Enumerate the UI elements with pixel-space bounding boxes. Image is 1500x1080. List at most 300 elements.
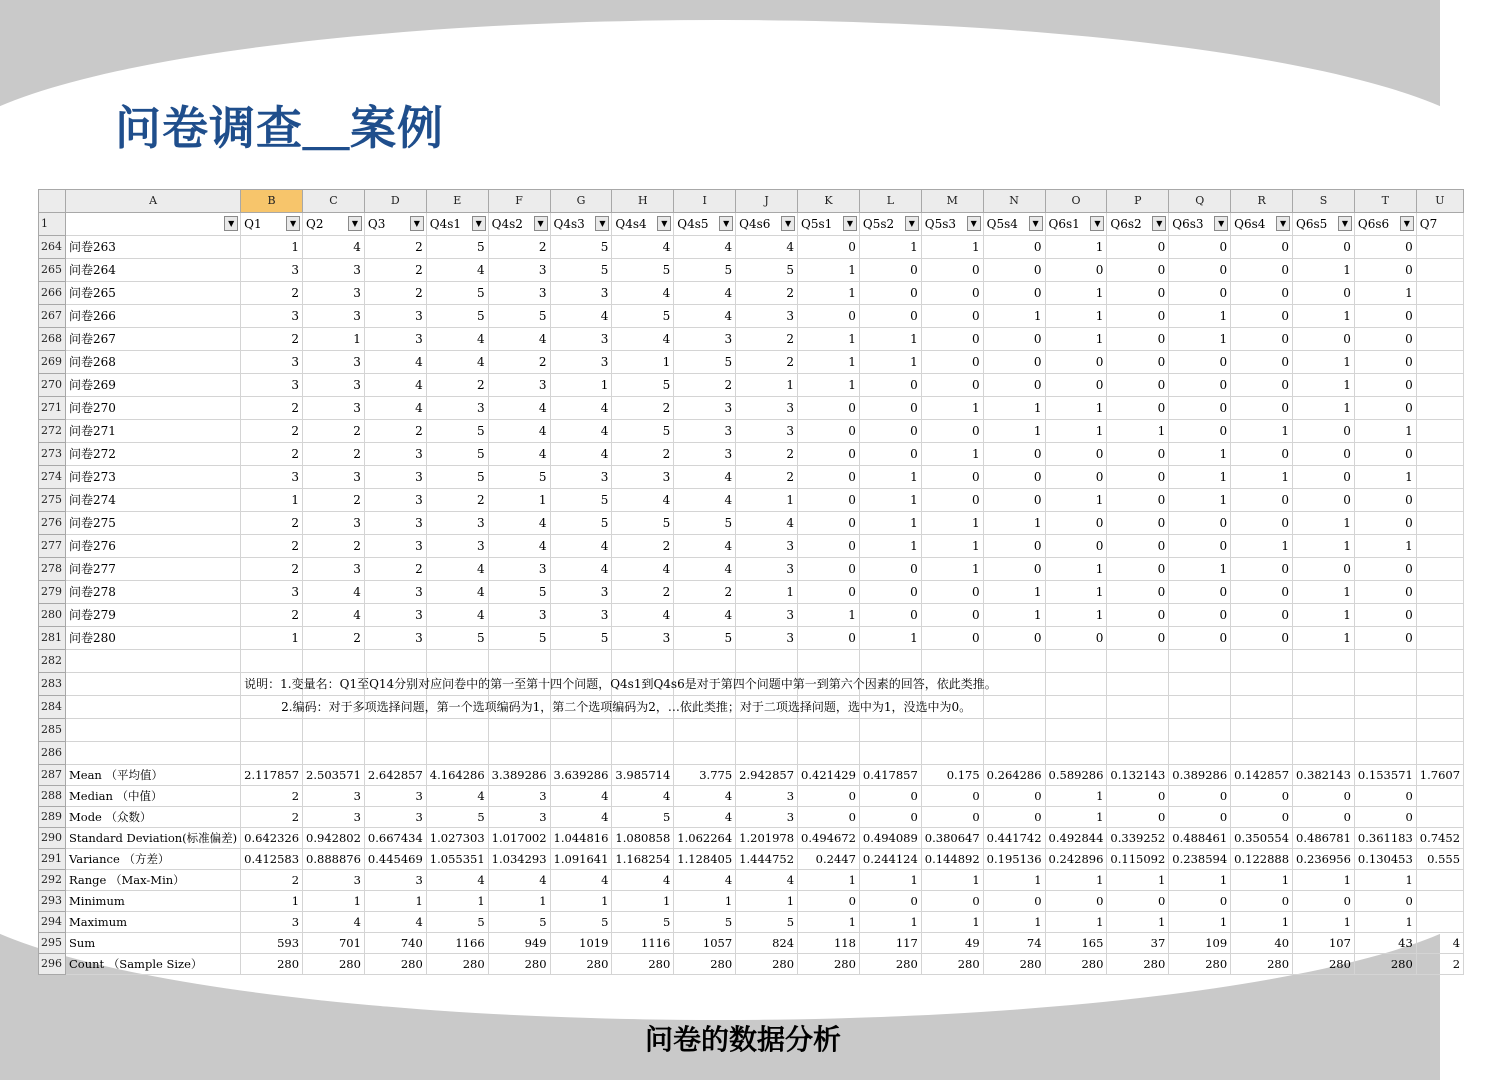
statistic-cell[interactable]: 280 — [1293, 954, 1355, 975]
statistic-cell[interactable]: 5 — [612, 807, 674, 828]
data-cell[interactable]: 3 — [674, 443, 736, 466]
empty-cell[interactable] — [1045, 673, 1107, 696]
column-header-c[interactable]: C — [303, 190, 365, 213]
statistic-cell[interactable]: 0.153571 — [1354, 765, 1416, 786]
statistic-cell[interactable]: 0.244124 — [859, 849, 921, 870]
statistic-cell[interactable]: 43 — [1354, 933, 1416, 954]
statistic-cell[interactable]: 0 — [1107, 807, 1169, 828]
data-cell[interactable]: 1 — [303, 328, 365, 351]
data-cell[interactable]: 0 — [1107, 282, 1169, 305]
statistic-cell[interactable]: 280 — [1354, 954, 1416, 975]
statistic-cell[interactable]: 0.115092 — [1107, 849, 1169, 870]
data-cell[interactable]: 1 — [983, 420, 1045, 443]
data-cell[interactable]: 4 — [426, 581, 488, 604]
respondent-label-cell[interactable]: 问卷273 — [66, 466, 241, 489]
row-header[interactable]: 295 — [39, 933, 66, 954]
data-cell[interactable]: 0 — [1107, 259, 1169, 282]
data-cell[interactable]: 2 — [241, 535, 303, 558]
data-cell[interactable]: 3 — [364, 466, 426, 489]
filter-dropdown-icon[interactable]: ▼ — [905, 216, 919, 231]
data-cell[interactable]: 1 — [736, 489, 798, 512]
statistic-cell[interactable]: 2.942857 — [736, 765, 798, 786]
empty-cell[interactable] — [488, 719, 550, 742]
statistic-cell[interactable]: 701 — [303, 933, 365, 954]
row-header[interactable]: 288 — [39, 786, 66, 807]
empty-cell[interactable] — [1354, 719, 1416, 742]
data-cell[interactable]: 0 — [1045, 259, 1107, 282]
empty-cell[interactable] — [921, 650, 983, 673]
column-header-t[interactable]: T — [1354, 190, 1416, 213]
statistic-cell[interactable]: 74 — [983, 933, 1045, 954]
empty-cell[interactable] — [859, 719, 921, 742]
statistic-cell[interactable]: 1 — [798, 912, 860, 933]
statistic-cell[interactable]: 4 — [1416, 933, 1463, 954]
data-cell[interactable]: 2 — [241, 558, 303, 581]
statistic-cell[interactable]: 0.2447 — [798, 849, 860, 870]
field-name-cell[interactable]: Q1 ▼ — [241, 213, 303, 236]
data-cell[interactable]: 3 — [303, 351, 365, 374]
data-cell[interactable]: 5 — [550, 489, 612, 512]
data-cell[interactable]: 0 — [983, 627, 1045, 650]
data-cell[interactable]: 0 — [1231, 581, 1293, 604]
data-cell[interactable]: 0 — [983, 328, 1045, 351]
statistic-cell[interactable]: 1 — [1231, 870, 1293, 891]
statistic-cell[interactable]: 3 — [736, 807, 798, 828]
note-cell[interactable] — [241, 673, 997, 696]
row-header[interactable]: 280 — [39, 604, 66, 627]
empty-cell[interactable] — [364, 742, 426, 765]
statistic-cell[interactable]: 1.444752 — [736, 849, 798, 870]
data-cell[interactable]: 0 — [1169, 236, 1231, 259]
empty-cell[interactable] — [66, 673, 241, 696]
data-cell[interactable]: 1 — [921, 397, 983, 420]
field-name-cell[interactable]: Q3 ▼ — [364, 213, 426, 236]
statistic-cell[interactable]: 1 — [983, 912, 1045, 933]
empty-cell[interactable] — [488, 650, 550, 673]
data-cell[interactable]: 4 — [736, 512, 798, 535]
filter-dropdown-icon[interactable]: ▼ — [657, 216, 671, 231]
data-cell[interactable]: 2 — [488, 351, 550, 374]
data-cell[interactable] — [1416, 236, 1463, 259]
data-cell[interactable]: 4 — [550, 443, 612, 466]
data-cell[interactable]: 0 — [1231, 604, 1293, 627]
data-cell[interactable]: 2 — [364, 259, 426, 282]
respondent-label-cell[interactable]: 问卷269 — [66, 374, 241, 397]
data-cell[interactable]: 2 — [241, 443, 303, 466]
row-header[interactable]: 266 — [39, 282, 66, 305]
field-name-cell[interactable]: Q6s2 ▼ — [1107, 213, 1169, 236]
data-cell[interactable]: 0 — [1293, 466, 1355, 489]
data-cell[interactable]: 1 — [859, 512, 921, 535]
data-cell[interactable]: 2 — [488, 236, 550, 259]
data-cell[interactable]: 4 — [426, 558, 488, 581]
empty-cell[interactable] — [303, 742, 365, 765]
data-cell[interactable]: 5 — [488, 627, 550, 650]
respondent-label-cell[interactable]: 问卷272 — [66, 443, 241, 466]
empty-cell[interactable] — [426, 719, 488, 742]
data-cell[interactable]: 0 — [1107, 512, 1169, 535]
data-cell[interactable]: 4 — [426, 351, 488, 374]
data-cell[interactable]: 3 — [303, 512, 365, 535]
data-cell[interactable]: 3 — [303, 397, 365, 420]
data-cell[interactable]: 1 — [1045, 558, 1107, 581]
row-header[interactable]: 282 — [39, 650, 66, 673]
statistic-cell[interactable]: 280 — [1045, 954, 1107, 975]
statistic-cell[interactable]: 0.389286 — [1169, 765, 1231, 786]
empty-cell[interactable] — [674, 742, 736, 765]
data-cell[interactable]: 4 — [488, 535, 550, 558]
data-cell[interactable]: 0 — [983, 489, 1045, 512]
row-header[interactable]: 273 — [39, 443, 66, 466]
statistic-cell[interactable]: 1 — [612, 891, 674, 912]
data-cell[interactable]: 0 — [1107, 443, 1169, 466]
data-cell[interactable]: 4 — [426, 604, 488, 627]
statistic-cell[interactable]: 0.494089 — [859, 828, 921, 849]
data-cell[interactable]: 0 — [798, 443, 860, 466]
data-cell[interactable]: 2 — [426, 489, 488, 512]
filter-dropdown-icon[interactable]: ▼ — [1214, 216, 1228, 231]
statistic-cell[interactable]: 0.122888 — [1231, 849, 1293, 870]
data-cell[interactable]: 2 — [364, 420, 426, 443]
statistic-cell[interactable]: 4 — [550, 870, 612, 891]
data-cell[interactable]: 4 — [364, 397, 426, 420]
data-cell[interactable]: 0 — [1231, 259, 1293, 282]
filter-dropdown-icon[interactable]: ▼ — [843, 216, 857, 231]
statistic-cell[interactable]: 0.492844 — [1045, 828, 1107, 849]
respondent-label-cell[interactable]: 问卷279 — [66, 604, 241, 627]
empty-cell[interactable] — [1354, 742, 1416, 765]
data-cell[interactable]: 0 — [1354, 305, 1416, 328]
statistic-cell[interactable]: 280 — [921, 954, 983, 975]
data-cell[interactable]: 5 — [612, 305, 674, 328]
data-cell[interactable]: 0 — [1354, 328, 1416, 351]
row-header[interactable]: 278 — [39, 558, 66, 581]
field-name-cell[interactable]: Q6s1 ▼ — [1045, 213, 1107, 236]
data-cell[interactable]: 5 — [550, 236, 612, 259]
data-cell[interactable]: 0 — [859, 374, 921, 397]
statistic-cell[interactable]: 0.494672 — [798, 828, 860, 849]
statistic-label-cell[interactable]: Sum — [66, 933, 241, 954]
data-cell[interactable]: 1 — [1293, 397, 1355, 420]
empty-cell[interactable] — [1293, 650, 1355, 673]
column-header-g[interactable]: G — [550, 190, 612, 213]
statistic-cell[interactable]: 0.417857 — [859, 765, 921, 786]
data-cell[interactable] — [1416, 512, 1463, 535]
empty-cell[interactable] — [798, 742, 860, 765]
statistic-cell[interactable]: 2 — [241, 807, 303, 828]
data-cell[interactable]: 3 — [736, 627, 798, 650]
statistic-cell[interactable]: 40 — [1231, 933, 1293, 954]
empty-cell[interactable] — [364, 719, 426, 742]
statistic-cell[interactable]: 1 — [1169, 912, 1231, 933]
statistic-cell[interactable]: 1 — [488, 891, 550, 912]
data-cell[interactable]: 1 — [983, 604, 1045, 627]
empty-cell[interactable] — [674, 650, 736, 673]
empty-cell[interactable] — [1045, 719, 1107, 742]
filter-dropdown-icon[interactable]: ▼ — [719, 216, 733, 231]
statistic-cell[interactable]: 0 — [1169, 891, 1231, 912]
data-cell[interactable]: 3 — [736, 397, 798, 420]
data-cell[interactable]: 3 — [736, 535, 798, 558]
statistic-cell[interactable]: 0 — [859, 891, 921, 912]
statistic-label-cell[interactable]: Count （Sample Size） — [66, 954, 241, 975]
filter-dropdown-icon[interactable]: ▼ — [1400, 216, 1414, 231]
row-header[interactable]: 268 — [39, 328, 66, 351]
data-cell[interactable]: 1 — [983, 397, 1045, 420]
data-cell[interactable] — [1416, 420, 1463, 443]
empty-cell[interactable] — [66, 650, 241, 673]
column-header-b[interactable]: B — [241, 190, 303, 213]
statistic-cell[interactable]: 0.488461 — [1169, 828, 1231, 849]
data-cell[interactable]: 1 — [1045, 581, 1107, 604]
data-cell[interactable]: 0 — [1354, 604, 1416, 627]
statistic-cell[interactable]: 107 — [1293, 933, 1355, 954]
empty-cell[interactable] — [1416, 673, 1463, 696]
data-cell[interactable]: 0 — [859, 259, 921, 282]
statistic-cell[interactable]: 5 — [488, 912, 550, 933]
row-header[interactable]: 276 — [39, 512, 66, 535]
statistic-cell[interactable]: 1 — [921, 870, 983, 891]
data-cell[interactable]: 1 — [1293, 535, 1355, 558]
statistic-cell[interactable]: 2.642857 — [364, 765, 426, 786]
data-cell[interactable]: 5 — [550, 512, 612, 535]
data-cell[interactable]: 1 — [1045, 236, 1107, 259]
data-cell[interactable]: 0 — [1231, 351, 1293, 374]
empty-cell[interactable] — [1293, 696, 1355, 719]
statistic-cell[interactable]: 0.412583 — [241, 849, 303, 870]
data-cell[interactable]: 0 — [1293, 328, 1355, 351]
data-cell[interactable]: 0 — [1231, 236, 1293, 259]
statistic-label-cell[interactable]: Standard Deviation(标准偏差) — [66, 828, 241, 849]
empty-cell[interactable] — [859, 742, 921, 765]
data-cell[interactable]: 5 — [488, 466, 550, 489]
note-cell[interactable] — [241, 650, 303, 673]
empty-cell[interactable] — [488, 742, 550, 765]
statistic-cell[interactable]: 5 — [736, 912, 798, 933]
statistic-cell[interactable] — [1416, 912, 1463, 933]
data-cell[interactable]: 2 — [241, 282, 303, 305]
data-cell[interactable]: 1 — [1354, 420, 1416, 443]
data-cell[interactable]: 1 — [1045, 282, 1107, 305]
data-cell[interactable]: 4 — [674, 604, 736, 627]
data-cell[interactable]: 5 — [612, 374, 674, 397]
statistic-cell[interactable]: 1 — [921, 912, 983, 933]
statistic-cell[interactable]: 1 — [1045, 786, 1107, 807]
data-cell[interactable]: 2 — [612, 443, 674, 466]
statistic-cell[interactable]: 0.380647 — [921, 828, 983, 849]
column-header-a[interactable]: A — [66, 190, 241, 213]
data-cell[interactable]: 3 — [364, 305, 426, 328]
statistic-cell[interactable]: 280 — [426, 954, 488, 975]
column-header-p[interactable]: P — [1107, 190, 1169, 213]
empty-cell[interactable] — [426, 650, 488, 673]
data-cell[interactable]: 3 — [241, 305, 303, 328]
data-cell[interactable]: 1 — [1293, 351, 1355, 374]
data-cell[interactable]: 4 — [550, 420, 612, 443]
data-cell[interactable]: 1 — [1293, 604, 1355, 627]
data-cell[interactable]: 5 — [426, 236, 488, 259]
data-cell[interactable]: 1 — [550, 374, 612, 397]
statistic-cell[interactable]: 0.555 — [1416, 849, 1463, 870]
statistic-cell[interactable]: 280 — [612, 954, 674, 975]
data-cell[interactable]: 1 — [983, 512, 1045, 535]
field-name-cell[interactable]: Q6s3 ▼ — [1169, 213, 1231, 236]
statistic-cell[interactable]: 0.238594 — [1169, 849, 1231, 870]
data-cell[interactable]: 1 — [859, 351, 921, 374]
column-header-u[interactable]: U — [1416, 190, 1463, 213]
statistic-cell[interactable]: 0 — [859, 807, 921, 828]
data-cell[interactable]: 3 — [364, 604, 426, 627]
column-header-l[interactable]: L — [859, 190, 921, 213]
statistic-cell[interactable]: 5 — [674, 912, 736, 933]
statistic-cell[interactable]: 5 — [550, 912, 612, 933]
statistic-cell[interactable]: 0 — [859, 786, 921, 807]
row-header[interactable]: 279 — [39, 581, 66, 604]
filter-dropdown-icon[interactable]: ▼ — [286, 216, 300, 231]
row-header[interactable]: 296 — [39, 954, 66, 975]
statistic-cell[interactable]: 0 — [983, 807, 1045, 828]
data-cell[interactable]: 1 — [1169, 466, 1231, 489]
row-header-1[interactable]: 1 — [39, 213, 66, 236]
statistic-cell[interactable]: 1.168254 — [612, 849, 674, 870]
column-header-s[interactable]: S — [1293, 190, 1355, 213]
data-cell[interactable]: 0 — [983, 535, 1045, 558]
statistic-cell[interactable]: 0 — [1107, 891, 1169, 912]
statistic-cell[interactable] — [1416, 891, 1463, 912]
filter-dropdown-icon[interactable]: ▼ — [595, 216, 609, 231]
data-cell[interactable]: 2 — [674, 374, 736, 397]
statistic-cell[interactable]: 0 — [1293, 891, 1355, 912]
empty-cell[interactable] — [612, 719, 674, 742]
column-header-m[interactable]: M — [921, 190, 983, 213]
respondent-label-cell[interactable]: 问卷280 — [66, 627, 241, 650]
data-cell[interactable]: 3 — [736, 604, 798, 627]
statistic-cell[interactable]: 593 — [241, 933, 303, 954]
statistic-cell[interactable]: 1 — [1045, 807, 1107, 828]
statistic-cell[interactable]: 4 — [550, 786, 612, 807]
statistic-cell[interactable]: 1 — [674, 891, 736, 912]
data-cell[interactable]: 4 — [364, 374, 426, 397]
data-cell[interactable]: 5 — [426, 443, 488, 466]
row-header[interactable]: 289 — [39, 807, 66, 828]
statistic-cell[interactable]: 280 — [550, 954, 612, 975]
data-cell[interactable]: 0 — [1169, 581, 1231, 604]
statistic-cell[interactable]: 0.382143 — [1293, 765, 1355, 786]
statistic-label-cell[interactable]: Mode （众数） — [66, 807, 241, 828]
empty-cell[interactable] — [550, 742, 612, 765]
data-cell[interactable]: 0 — [1169, 282, 1231, 305]
data-cell[interactable]: 0 — [1107, 328, 1169, 351]
statistic-cell[interactable]: 0 — [798, 891, 860, 912]
data-cell[interactable]: 1 — [798, 604, 860, 627]
statistic-cell[interactable]: 0.589286 — [1045, 765, 1107, 786]
statistic-cell[interactable]: 0 — [1107, 786, 1169, 807]
data-cell[interactable]: 1 — [1354, 466, 1416, 489]
statistic-cell[interactable]: 2.503571 — [303, 765, 365, 786]
statistic-cell[interactable]: 0.421429 — [798, 765, 860, 786]
statistic-cell[interactable]: 4 — [426, 786, 488, 807]
statistic-cell[interactable]: 1.7607 — [1416, 765, 1463, 786]
data-cell[interactable]: 0 — [1354, 351, 1416, 374]
data-cell[interactable]: 1 — [1354, 282, 1416, 305]
statistic-cell[interactable]: 824 — [736, 933, 798, 954]
column-header-r[interactable]: R — [1231, 190, 1293, 213]
data-cell[interactable]: 3 — [674, 397, 736, 420]
row-header[interactable]: 283 — [39, 673, 66, 696]
statistic-cell[interactable]: 1 — [859, 912, 921, 933]
data-cell[interactable]: 3 — [303, 558, 365, 581]
data-cell[interactable]: 1 — [921, 443, 983, 466]
statistic-cell[interactable]: 4 — [674, 870, 736, 891]
data-cell[interactable]: 3 — [303, 282, 365, 305]
statistic-cell[interactable]: 0 — [921, 786, 983, 807]
data-cell[interactable]: 0 — [798, 558, 860, 581]
data-cell[interactable]: 0 — [1293, 489, 1355, 512]
respondent-label-cell[interactable]: 问卷264 — [66, 259, 241, 282]
statistic-cell[interactable]: 5 — [426, 807, 488, 828]
statistic-cell[interactable]: 0.486781 — [1293, 828, 1355, 849]
data-cell[interactable]: 0 — [1354, 558, 1416, 581]
statistic-cell[interactable]: 0.667434 — [364, 828, 426, 849]
data-cell[interactable]: 4 — [303, 581, 365, 604]
statistic-label-cell[interactable]: Variance （方差） — [66, 849, 241, 870]
data-cell[interactable]: 2 — [364, 282, 426, 305]
statistic-label-cell[interactable]: Minimum — [66, 891, 241, 912]
column-header-h[interactable]: H — [612, 190, 674, 213]
data-cell[interactable]: 1 — [1045, 420, 1107, 443]
data-cell[interactable]: 3 — [736, 305, 798, 328]
statistic-cell[interactable]: 280 — [736, 954, 798, 975]
data-cell[interactable] — [1416, 489, 1463, 512]
statistic-cell[interactable]: 3 — [303, 786, 365, 807]
statistic-cell[interactable]: 3.985714 — [612, 765, 674, 786]
empty-cell[interactable] — [612, 742, 674, 765]
statistic-cell[interactable] — [1416, 807, 1463, 828]
data-cell[interactable]: 5 — [426, 627, 488, 650]
data-cell[interactable]: 0 — [1107, 558, 1169, 581]
data-cell[interactable]: 1 — [798, 374, 860, 397]
data-cell[interactable]: 4 — [550, 558, 612, 581]
data-cell[interactable]: 0 — [1293, 282, 1355, 305]
data-cell[interactable]: 0 — [921, 604, 983, 627]
data-cell[interactable]: 3 — [364, 581, 426, 604]
data-cell[interactable]: 4 — [426, 328, 488, 351]
statistic-cell[interactable]: 0 — [798, 786, 860, 807]
statistic-cell[interactable]: 1.080858 — [612, 828, 674, 849]
statistic-cell[interactable]: 3 — [303, 807, 365, 828]
empty-cell[interactable] — [736, 742, 798, 765]
data-cell[interactable]: 4 — [488, 420, 550, 443]
data-cell[interactable]: 1 — [736, 374, 798, 397]
empty-cell[interactable] — [1416, 650, 1463, 673]
note-cell[interactable] — [241, 719, 303, 742]
data-cell[interactable]: 2 — [612, 581, 674, 604]
statistic-cell[interactable]: 1 — [426, 891, 488, 912]
empty-cell[interactable] — [921, 742, 983, 765]
data-cell[interactable]: 4 — [303, 604, 365, 627]
statistic-cell[interactable]: 4 — [426, 870, 488, 891]
data-cell[interactable]: 3 — [736, 420, 798, 443]
filter-dropdown-icon[interactable]: ▼ — [1276, 216, 1290, 231]
data-cell[interactable]: 0 — [1231, 627, 1293, 650]
statistic-cell[interactable]: 280 — [364, 954, 426, 975]
data-cell[interactable]: 2 — [241, 397, 303, 420]
data-cell[interactable]: 4 — [674, 236, 736, 259]
statistic-cell[interactable]: 0.242896 — [1045, 849, 1107, 870]
statistic-cell[interactable]: 0.888876 — [303, 849, 365, 870]
data-cell[interactable]: 4 — [612, 604, 674, 627]
row-header[interactable]: 281 — [39, 627, 66, 650]
